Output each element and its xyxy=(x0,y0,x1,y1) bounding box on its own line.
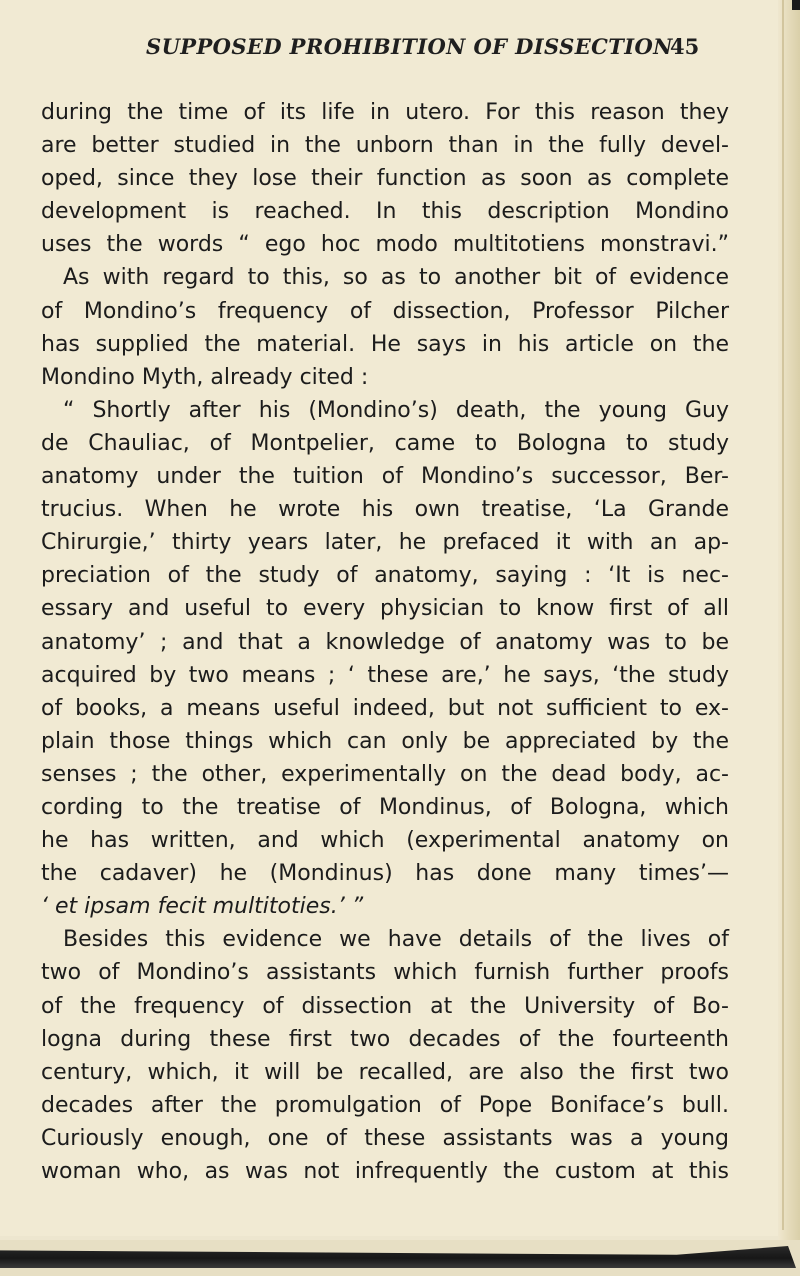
text-line: Curiously enough, one of these assistants was a young xyxy=(41,1125,729,1151)
text-line: anatomy under the tuition of Mondino’s successor, Ber- xyxy=(41,464,729,490)
text-line: decades after the promulgation of Pope Boniface’s bull. xyxy=(41,1092,729,1118)
text-line: of books, a means useful indeed, but not sufficient to ex- xyxy=(41,695,729,721)
text-line: Besides this evidence we have details of the lives of xyxy=(63,927,729,953)
body-text xyxy=(41,96,729,1188)
text-line: during the time of its life in utero. For this reason they xyxy=(41,100,729,125)
page-header xyxy=(0,0,778,80)
text-line: Chirurgie,’ thirty years later, he prefaced it with an ap- xyxy=(41,530,729,556)
text-line: woman who, as was not infrequently the custom at this xyxy=(41,1159,729,1184)
scan-bottom-edge xyxy=(0,1240,800,1276)
text-line: of Mondino’s frequency of dissection, Professor Pilcher xyxy=(41,298,729,324)
corner-mark xyxy=(792,0,800,10)
text-line: senses ; the other, experimentally on the dead body, ac- xyxy=(41,761,729,787)
edge-line xyxy=(782,0,784,1230)
running-head: SUPPOSED PROHIBITION OF DISSECTION xyxy=(146,34,673,59)
text-line: are better studied in the unborn than in the fully devel- xyxy=(41,133,729,159)
text-line: two of Mondino’s assistants which furnish further proofs xyxy=(41,960,729,986)
text-line: oped, since they lose their function as soon as complete xyxy=(41,166,729,192)
text-line: essary and useful to every physician to know first of all xyxy=(41,596,729,622)
text-line: of the frequency of dissection at the University of Bo- xyxy=(41,993,729,1019)
text-line: has supplied the material. He says in his article on the xyxy=(41,331,729,357)
text-line: cording to the treatise of Mondinus, of Bologna, which xyxy=(41,794,729,820)
text-line: anatomy’ ; and that a knowledge of anatomy was to be xyxy=(41,629,729,655)
text-line: plain those things which can only be appreciated by the xyxy=(41,728,729,754)
text-line: uses the words “ ego hoc modo multitotiens monstravi.” xyxy=(41,232,729,258)
text-line: he has written, and which (experimental anatomy on xyxy=(41,828,729,854)
text-line: As with regard to this, so as to another bit of evidence xyxy=(63,265,729,291)
page-number: 45 xyxy=(670,34,700,59)
text-line: the cadaver) he (Mondinus) has done many times’— xyxy=(41,861,729,887)
text-line: development is reached. In this description Mondino xyxy=(41,199,729,225)
text-line: preciation of the study of anatomy, saying : ‘It is nec- xyxy=(41,563,729,589)
page-edge xyxy=(778,0,800,1276)
binding-shadow xyxy=(0,1246,796,1268)
text-line: acquired by two means ; ‘ these are,’ he says, ‘the study xyxy=(41,662,729,688)
text-line: century, which, it will be recalled, are also the first two xyxy=(41,1059,729,1085)
text-line: trucius. When he wrote his own treatise, ‘La Grande xyxy=(41,497,729,523)
text-line: de Chauliac, of Montpelier, came to Bologna to study xyxy=(41,430,729,456)
text-line: logna during these first two decades of the fourteenth xyxy=(41,1026,729,1052)
text-line: “ Shortly after his (Mondino’s) death, the young Guy xyxy=(63,397,729,423)
text-line: ‘ et ipsam fecit multitoties.’ ” xyxy=(41,894,364,920)
text-line: Mondino Myth, already cited : xyxy=(41,364,369,390)
